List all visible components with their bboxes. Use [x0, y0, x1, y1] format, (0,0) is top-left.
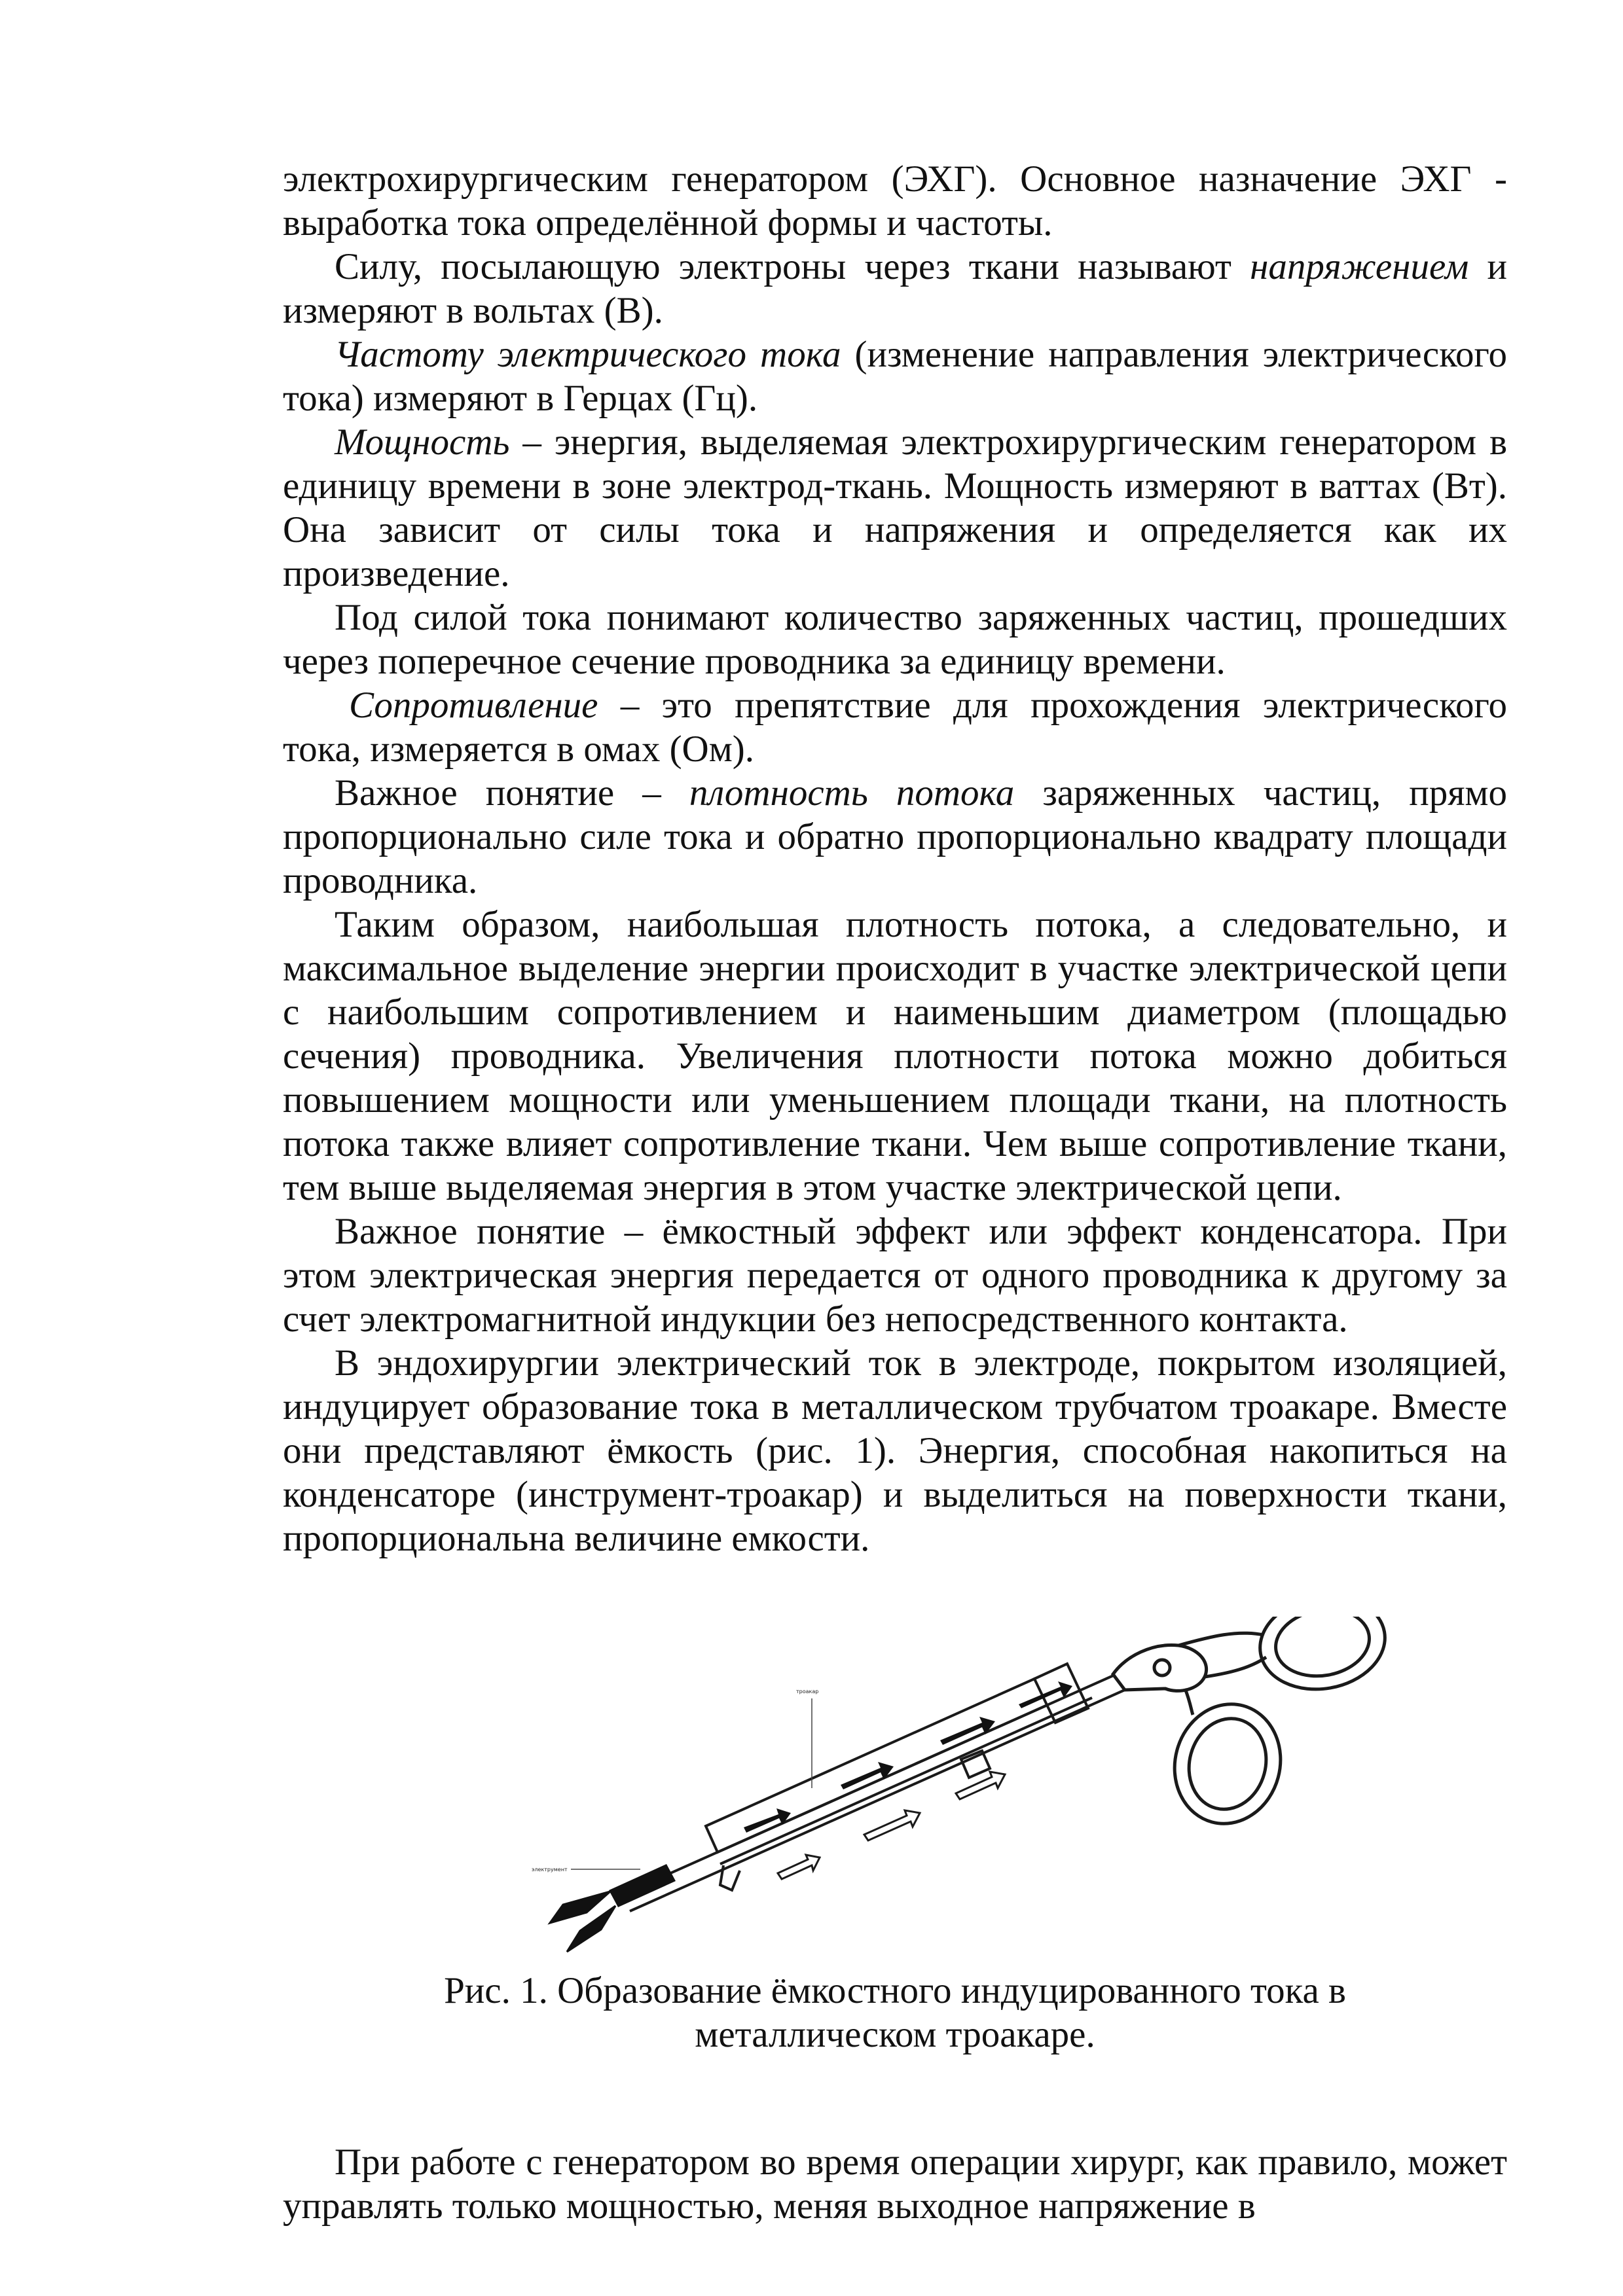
text-run: Важное понятие –: [335, 772, 689, 814]
italic-term: Частоту электрического тока: [335, 334, 841, 375]
paragraph-power: [283, 420, 1507, 596]
italic-term: Сопротивление: [349, 685, 598, 726]
paragraph-energy-release: [283, 903, 1507, 1210]
text-run: Под силой тока понимают количество заряженных частиц, прошедших через поперечное сечение проводника за единицу времени.: [283, 597, 1507, 682]
instrument-tip: [550, 1864, 676, 1952]
italic-term: напряжением: [1250, 246, 1469, 287]
paragraph-frequency: [283, 332, 1507, 420]
paragraph-capacitive-effect: [283, 1210, 1507, 1341]
caption-line-1: Рис. 1. Образование ёмкостного индуцированного тока в: [444, 1970, 1346, 2011]
text-run: (изменение направления электрического тока) измеряют в Герцах (Гц).: [283, 334, 1507, 419]
paragraph-endosurgery: [283, 1341, 1507, 1560]
paragraph-flux-density: [283, 771, 1507, 903]
text-run: заряженных частиц, прямо пропорционально силе тока и обратно пропорционально квадрату площади проводника.: [283, 772, 1507, 901]
text-run: Важное понятие – ёмкостный эффект или эффект конденсатора. При этом электрическая энергия передается от одного проводника к другому за счет электромагнитной индукции без непосредственного контакта.: [283, 1211, 1507, 1340]
text-run: В эндохирургии электрический ток в электроде, покрытом изоляцией, индуцирует образование тока в металлическом трубчатом троакаре. Вместе они представляют ёмкость (рис. 1). Энергия, способная накопиться на конденсаторе (инструмент-троакар) и выделиться на поверхности ткани, пропорциональна величине емкости.: [283, 1342, 1507, 1559]
paragraph-current-strength: [283, 596, 1507, 683]
figure-trocar-instrument: [524, 1617, 1467, 1957]
text-run: и измеряют в вольтах (В).: [283, 246, 1507, 331]
italic-term: Мощность: [335, 422, 510, 463]
paragraph-generator-control: [283, 2140, 1507, 2228]
figure-caption: [283, 1969, 1507, 2056]
label-instrument: электрумент: [532, 1867, 568, 1873]
text-run: Таким образом, наибольшая плотность потока, а следовательно, и максимальное выделение энергии происходит в участке электрической цепи с наибольшим сопротивлением и наименьшим диаметром (площадью сечения) проводника. Увеличения плотности потока можно добиться повышением мощности или уменьшением площади ткани, на плотность потока также влияет сопротивление ткани. Чем выше сопротивление ткани, тем выше выделяемая энергия в этом участке электрической цепи.: [283, 904, 1507, 1208]
body-text-top: [283, 157, 1507, 1560]
paragraph-voltage: [283, 245, 1507, 332]
italic-term: плотность потока: [689, 772, 1015, 814]
trocar-instrument-illustration: [524, 1617, 1467, 1957]
text-run: электрохирургическим генератором (ЭХГ). Основное назначение ЭХГ - выработка тока определённой формы и частоты.: [283, 158, 1507, 243]
paragraph-resistance: [283, 683, 1507, 771]
instrument-lever: [720, 1865, 740, 1890]
text-run: При работе с генератором во время операции хирург, как правило, может управлять только мощностью, меняя выходное напряжение в: [283, 2142, 1507, 2227]
text-run: – это препятствие для прохождения электрического тока, измеряется в омах (Ом).: [283, 685, 1507, 770]
text-run: – энергия, выделяемая электрохирургическим генератором в единицу времени в зоне электрод-ткань. Мощность измеряют в ваттах (Вт). Она зависит от силы тока и напряжения и определяется как их произведение.: [283, 422, 1507, 594]
label-leaders: [571, 1698, 812, 1869]
label-trocar: троакар: [796, 1689, 819, 1695]
body-text-bottom: [283, 2140, 1507, 2228]
caption-line-2: металлическом троакаре.: [695, 2014, 1095, 2055]
text-run: Силу, посылающую электроны через ткани называют: [335, 246, 1250, 287]
instrument-handle: [1113, 1617, 1393, 1836]
paragraph-ehg-purpose: [283, 157, 1507, 245]
